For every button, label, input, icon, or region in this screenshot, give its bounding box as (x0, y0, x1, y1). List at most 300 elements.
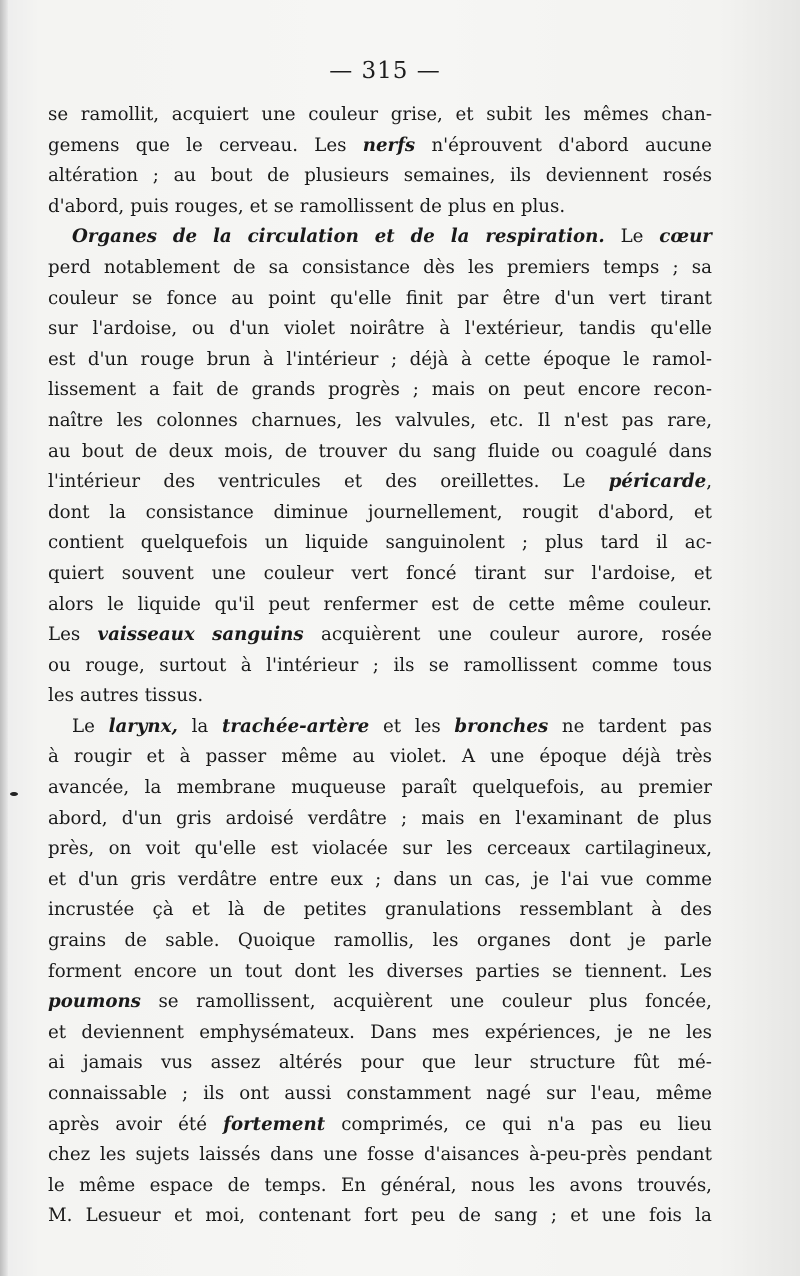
word: époque (543, 348, 611, 370)
word: deux (168, 440, 213, 462)
word: même (655, 1083, 712, 1104)
word: qui (502, 1113, 532, 1135)
word: lissement (48, 379, 137, 401)
word: muqueuse (291, 777, 387, 799)
word: quelquefois, (472, 777, 585, 799)
word: dont (569, 930, 611, 952)
word: vert (608, 287, 646, 309)
word: et (693, 562, 712, 584)
word: la (144, 777, 162, 799)
word: pas (621, 409, 654, 431)
word: pour (360, 1052, 404, 1074)
word: puis (130, 195, 169, 217)
text-line (48, 1171, 712, 1202)
word: Quoique (237, 930, 316, 952)
word: vue (600, 868, 634, 890)
word: connaissable (48, 1083, 167, 1104)
word: des (680, 899, 712, 921)
word: avoir (115, 1113, 163, 1135)
word: tardent (598, 715, 667, 737)
word: nagé (486, 1083, 532, 1104)
word: l'intérieur (286, 348, 379, 370)
word: sa (268, 256, 289, 278)
word: des (385, 471, 418, 493)
text-line (48, 987, 712, 1018)
word: une (261, 104, 296, 125)
word: de (172, 226, 198, 248)
word: cas, (484, 868, 521, 890)
word: et (249, 195, 268, 217)
word: alors (48, 593, 94, 615)
word: à (263, 348, 274, 370)
word: incrustée (48, 899, 135, 921)
word: les (414, 715, 441, 737)
text-line (48, 1201, 712, 1232)
word: d'abord, (48, 195, 125, 217)
word: mes (432, 1021, 470, 1043)
word: même (281, 746, 338, 768)
word: violet (284, 318, 336, 340)
word: gris (175, 807, 212, 829)
word: à (461, 348, 472, 370)
word: sa (691, 256, 712, 278)
word: nous (470, 1174, 515, 1196)
text-line (48, 314, 712, 345)
word: se (48, 104, 69, 125)
word: se (428, 654, 450, 676)
word: sanguins (212, 624, 304, 646)
word: de (216, 379, 239, 401)
word: dans (270, 1144, 314, 1166)
word: passer (205, 746, 267, 768)
word: les (348, 960, 375, 982)
word: fait (172, 379, 204, 401)
text-line (48, 528, 712, 559)
word: d'aisances (423, 1144, 520, 1166)
word: l'ardoise, (591, 562, 677, 584)
word: jamais (82, 1052, 143, 1074)
word: fortement (223, 1113, 326, 1135)
word: peut (523, 379, 565, 401)
word: ramollis, (333, 930, 415, 952)
word: l'eau, (590, 1083, 641, 1104)
word: ; (390, 348, 398, 370)
word: deviennent (81, 1021, 184, 1043)
word: que (421, 1052, 457, 1074)
word: on (487, 379, 511, 401)
word: larynx, (108, 715, 178, 737)
word: les (446, 838, 473, 860)
word: Les (48, 624, 81, 646)
word: du (398, 440, 422, 462)
word: quiert (48, 562, 104, 584)
word: premiers (507, 256, 590, 278)
word: perd (48, 256, 91, 278)
text-line (48, 375, 712, 406)
word: je (616, 1021, 633, 1043)
word: sur (48, 318, 78, 340)
word: général, (380, 1174, 457, 1196)
word: cette (484, 348, 531, 370)
text-line (48, 590, 712, 621)
text-line (48, 345, 712, 376)
word: au (231, 287, 254, 309)
word: temps (603, 256, 660, 278)
word: gemens (48, 134, 120, 156)
word: les (467, 256, 494, 278)
word: une (490, 746, 525, 768)
word: renfermer (323, 593, 418, 615)
word: progrès (328, 379, 400, 401)
word: de (263, 899, 286, 921)
word: se (132, 287, 153, 309)
word: et (343, 471, 363, 493)
word: pas (591, 1113, 623, 1135)
word: ; (375, 868, 382, 890)
word: lieu (677, 1113, 712, 1135)
word: contenant (258, 1205, 351, 1227)
word: est (431, 593, 459, 615)
word: fosse (367, 1144, 415, 1166)
word: n'éprouvent (431, 134, 542, 156)
word: là (228, 899, 245, 921)
word: une (449, 991, 485, 1013)
word: ; (400, 807, 408, 829)
word: mêmes (583, 104, 649, 125)
word: notablement (103, 256, 220, 278)
word: se (552, 960, 573, 982)
word: une (601, 1205, 636, 1227)
word: altération (48, 165, 139, 187)
word: ventricules (218, 471, 321, 493)
word: Les (314, 134, 347, 156)
word: voit (145, 838, 181, 860)
word: ac- (684, 532, 712, 554)
word: ressemblant (519, 899, 633, 921)
text-line (48, 712, 712, 743)
word: acquièrent (333, 991, 433, 1013)
word: au (352, 746, 375, 768)
word: plus (544, 532, 584, 554)
word: respiration. (485, 226, 605, 248)
word: ; (550, 1205, 558, 1227)
word: de (124, 930, 147, 952)
word: dans (393, 868, 437, 890)
text-line (48, 1048, 712, 1079)
word: à (439, 318, 451, 340)
text-line (48, 222, 712, 253)
word: ils (203, 1083, 225, 1104)
word: d'abord (558, 134, 629, 156)
word: on (108, 838, 132, 860)
word: et (693, 501, 712, 523)
word: bronches (454, 715, 549, 737)
word: je (629, 930, 646, 952)
word: grands (251, 379, 316, 401)
word: paraît (401, 777, 457, 799)
word: Le (620, 226, 644, 248)
word: couleur. (638, 593, 712, 615)
word: au (48, 440, 71, 462)
word: n'a (547, 1113, 576, 1135)
text-line (48, 773, 712, 804)
word: peut (268, 593, 310, 615)
word: bout (81, 440, 124, 462)
word: verdâtre (177, 868, 257, 890)
word: plusieurs (304, 165, 390, 187)
text-line (48, 559, 712, 590)
text-line (48, 1018, 712, 1049)
word: vert (351, 562, 389, 584)
word: sur (543, 562, 574, 584)
word: Les (679, 960, 712, 982)
word: fonce (166, 287, 217, 309)
word: contient (48, 532, 124, 554)
word: après (48, 1113, 100, 1135)
word: Organes (72, 226, 157, 248)
word: encore (577, 379, 641, 401)
word: et (374, 226, 395, 248)
body-text (48, 100, 712, 1232)
word: je (532, 868, 550, 890)
word: moi, (205, 1205, 246, 1227)
word: organes (476, 930, 551, 952)
word: temps. (264, 1174, 327, 1196)
word: petites (303, 899, 367, 921)
word: rougir (73, 746, 132, 768)
word: tissus. (144, 685, 204, 707)
word: plus. (520, 195, 566, 217)
word: d'abord, (598, 501, 675, 523)
word: comme (591, 654, 659, 676)
word: d'un (121, 807, 162, 829)
word: sang (432, 440, 477, 462)
word: chan- (661, 104, 712, 125)
word: ramollissent, (196, 991, 316, 1013)
text-line (48, 651, 712, 682)
text-line (48, 742, 712, 773)
word: sanguinolent (385, 532, 505, 554)
word: finit (405, 287, 443, 309)
text-line (48, 100, 712, 131)
word: oreillettes. (440, 471, 540, 493)
text-line (48, 406, 712, 437)
word: mé- (677, 1052, 712, 1074)
word: à-peu-près (529, 1144, 627, 1166)
word: l'extérieur, (464, 318, 565, 340)
word: d'un (78, 868, 119, 890)
word: bout (210, 165, 253, 187)
word: un (209, 960, 233, 982)
word: les (686, 1021, 712, 1043)
word: cœur (659, 226, 712, 248)
word: ardoisé (225, 807, 294, 829)
word: un (448, 868, 473, 890)
text-line (48, 498, 712, 529)
word: subit (486, 104, 533, 125)
word: recon- (653, 379, 712, 401)
word: et (173, 1205, 193, 1227)
word: grains (48, 930, 107, 952)
word: plus (589, 991, 628, 1013)
word: couleur (308, 104, 379, 125)
word: au (600, 777, 623, 799)
word: mais (431, 379, 475, 401)
word: à (651, 899, 662, 921)
word: diverses (386, 960, 464, 982)
word: çà (152, 899, 174, 921)
word: ramollissent (299, 195, 414, 217)
word: rouge (140, 348, 195, 370)
word: avancée, (48, 777, 130, 799)
word: près, (48, 838, 95, 860)
word: mais (421, 807, 465, 829)
word: tout (244, 960, 283, 982)
word: et (570, 1205, 589, 1227)
word: ne (561, 715, 585, 737)
word: A (461, 746, 475, 768)
word: ; (182, 1083, 189, 1104)
word: ; (152, 165, 159, 187)
text-line (48, 865, 712, 896)
word: pas (680, 715, 712, 737)
word: par (457, 287, 489, 309)
word: cerceaux (486, 838, 571, 860)
text-line (48, 926, 712, 957)
word: ramollit, (80, 104, 160, 125)
word: liquide (305, 532, 369, 554)
word: foncée, (645, 991, 712, 1013)
word: une (211, 562, 246, 584)
word: couleur (48, 287, 118, 309)
word: de (410, 226, 435, 248)
word: rosée (661, 624, 712, 646)
word: de (472, 593, 495, 615)
word: liquide (137, 593, 201, 615)
word: ; (672, 256, 679, 278)
word: circulation (247, 226, 359, 248)
word: et (146, 746, 165, 768)
word: vus (161, 1052, 193, 1074)
word: a (148, 379, 160, 401)
word: foncé (406, 562, 457, 584)
word: rare, (667, 409, 712, 431)
word: de (227, 1174, 250, 1196)
word: forment (48, 960, 122, 982)
word: etc. (489, 409, 524, 431)
word: la (191, 715, 209, 737)
word: M. (48, 1205, 73, 1227)
word: les (99, 1144, 126, 1166)
word: de (267, 165, 290, 187)
word: péricarde, (608, 471, 712, 493)
word: constamment (346, 1083, 472, 1104)
word: assez (210, 1052, 261, 1074)
word: dans (668, 440, 712, 462)
word: à (179, 746, 191, 768)
word: trouver (318, 440, 387, 462)
word: naître (48, 409, 104, 431)
word: sang (494, 1205, 538, 1227)
word: acquiert (171, 104, 249, 125)
word: l'ardoise, (92, 318, 178, 340)
word: fût (633, 1052, 660, 1074)
word: tiennent. (584, 960, 668, 982)
word: un (264, 532, 289, 554)
word: semaines, (403, 165, 496, 187)
word: de (636, 807, 660, 829)
word: les (355, 409, 382, 431)
word: acquièrent (321, 624, 421, 646)
word: une (437, 624, 473, 646)
word: ne (648, 1021, 671, 1043)
word: époque (539, 746, 607, 768)
text-line (48, 1079, 712, 1110)
word: entre (268, 868, 319, 890)
word: de (284, 440, 308, 462)
word: à (240, 654, 252, 676)
word: mois, (224, 440, 274, 462)
word: dont (294, 960, 337, 982)
word: quelquefois (140, 532, 248, 554)
word: autres (79, 685, 139, 707)
word: plus (673, 807, 712, 829)
word: parle (664, 930, 712, 952)
text-line (48, 681, 712, 712)
word: tard (600, 532, 640, 554)
word: nerfs (362, 134, 416, 156)
word: aucune (644, 134, 712, 156)
word: Le (562, 471, 586, 493)
word: Le (72, 715, 95, 737)
word: consistance (145, 501, 254, 523)
word: à (48, 746, 59, 768)
word: le (623, 348, 640, 370)
text-line (48, 131, 712, 162)
text-line (48, 437, 712, 468)
word: en (478, 807, 502, 829)
word: d'un (554, 287, 595, 309)
word: ce (465, 1113, 486, 1135)
word: verdâtre (307, 807, 387, 829)
word: de (419, 195, 442, 217)
text-line (48, 161, 712, 192)
word: structure (529, 1052, 616, 1074)
word: En (341, 1174, 366, 1196)
word: en (492, 195, 515, 217)
word: et (382, 715, 402, 737)
word: de (233, 256, 256, 278)
word: diminue (273, 501, 349, 523)
word: l'ai (561, 868, 589, 890)
word: charnues, (251, 409, 343, 431)
text-line (48, 957, 712, 988)
word: leur (474, 1052, 512, 1074)
word: déjà (409, 348, 449, 370)
word: qu'elle (329, 287, 392, 309)
word: sur (546, 1083, 576, 1104)
word: cette (508, 593, 555, 615)
text-line (48, 284, 712, 315)
word: rougit (522, 501, 579, 523)
word: fluide (487, 440, 540, 462)
word: le (48, 1174, 65, 1196)
word: et (191, 899, 210, 921)
word: grise, (390, 104, 443, 125)
word: surtout (159, 654, 227, 676)
word: les (116, 409, 143, 431)
page-binding-edge (0, 0, 8, 1276)
